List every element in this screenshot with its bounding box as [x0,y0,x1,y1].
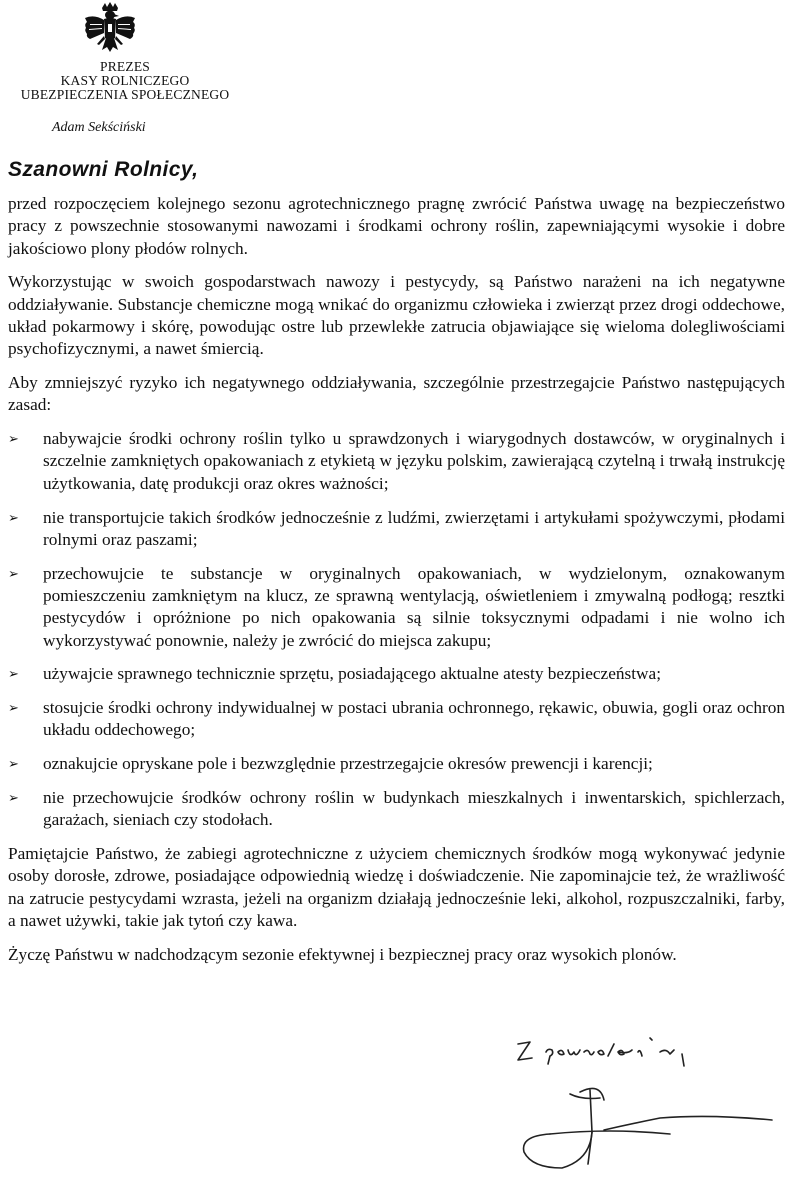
rule-text: nie przechowujcie środków ochrony roślin w budynkach mieszkalnych i inwentarskich, spichlerzach, garażach, sieniach czy stodołach. [43,788,785,830]
list-item [8,787,785,832]
list-item [8,663,785,685]
arrow-bullet-icon: ➢ [8,431,19,447]
reminder-paragraph: Pamiętajcie Państwo, że zabiegi agrotechniczne z użyciem chemicznych środków mogą wykonywać jedynie osoby dorosłe, zdrowe, posiadające odpowiednią wiedzę i doświadczenie. Nie zapominajcie też, że wrażliwość na zatrucie pestycydami wzrasta, jeżeli na organizm działają jednocześnie leki, alkohol, rozpuszczalniki, farby, a nawet używki, takie jak tytoń czy kawa. [8,844,785,931]
list-item [8,563,785,652]
letterhead [0,0,250,140]
rules-intro-paragraph: Aby zmniejszyć ryzyko ich negatywnego oddziaływania, szczególnie przestrzegajcie Państwo następujących zasad: [8,373,785,415]
exposure-paragraph: Wykorzystując w swoich gospodarstwach nawozy i pestycydy, są Państwo narażeni na ich negatywne oddziaływanie. Substancje chemiczne mogą wnikać do organizmu człowieka i zwierząt przez drogi oddechowe, układ pokarmowy i skórę, powodując ostre lub przewlekłe zatrucia objawiające się wieloma dolegliwościami psychofizycznymi, a nawet śmiercią. [8,272,785,359]
rule-text: nie transportujcie takich środków jednocześnie z ludźmi, zwierzętami i artykułami spożywczymi, płodami rolnymi oraz paszami; [43,507,785,549]
letterhead-institution-line: UBEZPIECZENIA SPOŁECZNEGO [20,87,230,102]
arrow-bullet-icon: ➢ [8,666,19,682]
rule-text: używajcie sprawnego technicznie sprzętu, posiadającego aktualne atesty bezpieczeństwa; [43,664,661,684]
list-item [8,753,785,775]
list-item [8,507,785,552]
arrow-bullet-icon: ➢ [8,790,19,806]
greeting: Szanowni Rolnicy, [8,158,199,181]
arrow-bullet-icon: ➢ [8,756,19,772]
rule-text: stosujcie środki ochrony indywidualnej w postaci ubrania ochronnego, rękawic, obuwia, gogli oraz ochron układu oddechowego; [43,698,785,740]
intro-paragraph: przed rozpoczęciem kolejnego sezonu agrotechnicznego pragnę zwrócić Państwa uwagę na bezpieczeństwo pracy z powszechnie stosowanymi nawozami i środkami ochrony roślin, zapewniającymi wysokie i dobre jakościowo plony płodów rolnych. [8,194,785,258]
arrow-bullet-icon: ➢ [8,509,19,525]
arrow-bullet-icon: ➢ [8,700,19,716]
rules-list [8,428,785,831]
closing-paragraph: Życzę Państwu w nadchodzącym sezonie efektywnej i bezpiecznej pracy oraz wysokich plonów. [8,944,677,964]
rule-text: nabywajcie środki ochrony roślin tylko u sprawdzonych i wiarygodnych dostawców, w oryginalnych i szczelnie zamkniętych opakowaniach z etykietą w języku polskim, zawierającą czytelną i trwałą instrukcję użytkowania, datę produkcji oraz okres ważności; [43,429,785,493]
letter-body [8,193,785,978]
letterhead-institution-line: KASY ROLNICZEGO [60,73,190,88]
list-item [8,697,785,742]
list-item [8,428,785,495]
arrow-bullet-icon: ➢ [8,565,19,581]
rule-text: przechowujcie te substancje w oryginalnych opakowaniach, w wydzielonym, oznakowanym pomieszczeniu zamkniętym na klucz, ze sprawną wentylacją, oświetleniem i zmywalną podłogą; resztki pestycydów i opróżnione po nich opakowania są silnie toksycznymi odpadami i nie wolno ich wykorzystywać ponownie, należy je zwrócić do miejsca zakupu; [43,563,785,650]
white-eagle-emblem-icon [82,2,138,60]
rule-text: oznakujcie opryskane pole i bezwzględnie przestrzegajcie okresów prewencji i karencji; [43,754,653,774]
letterhead-title-line: PREZES [100,59,150,74]
signature-block [510,1030,780,1170]
president-name: Adam Sekściński [52,120,146,135]
signature [510,1060,780,1170]
